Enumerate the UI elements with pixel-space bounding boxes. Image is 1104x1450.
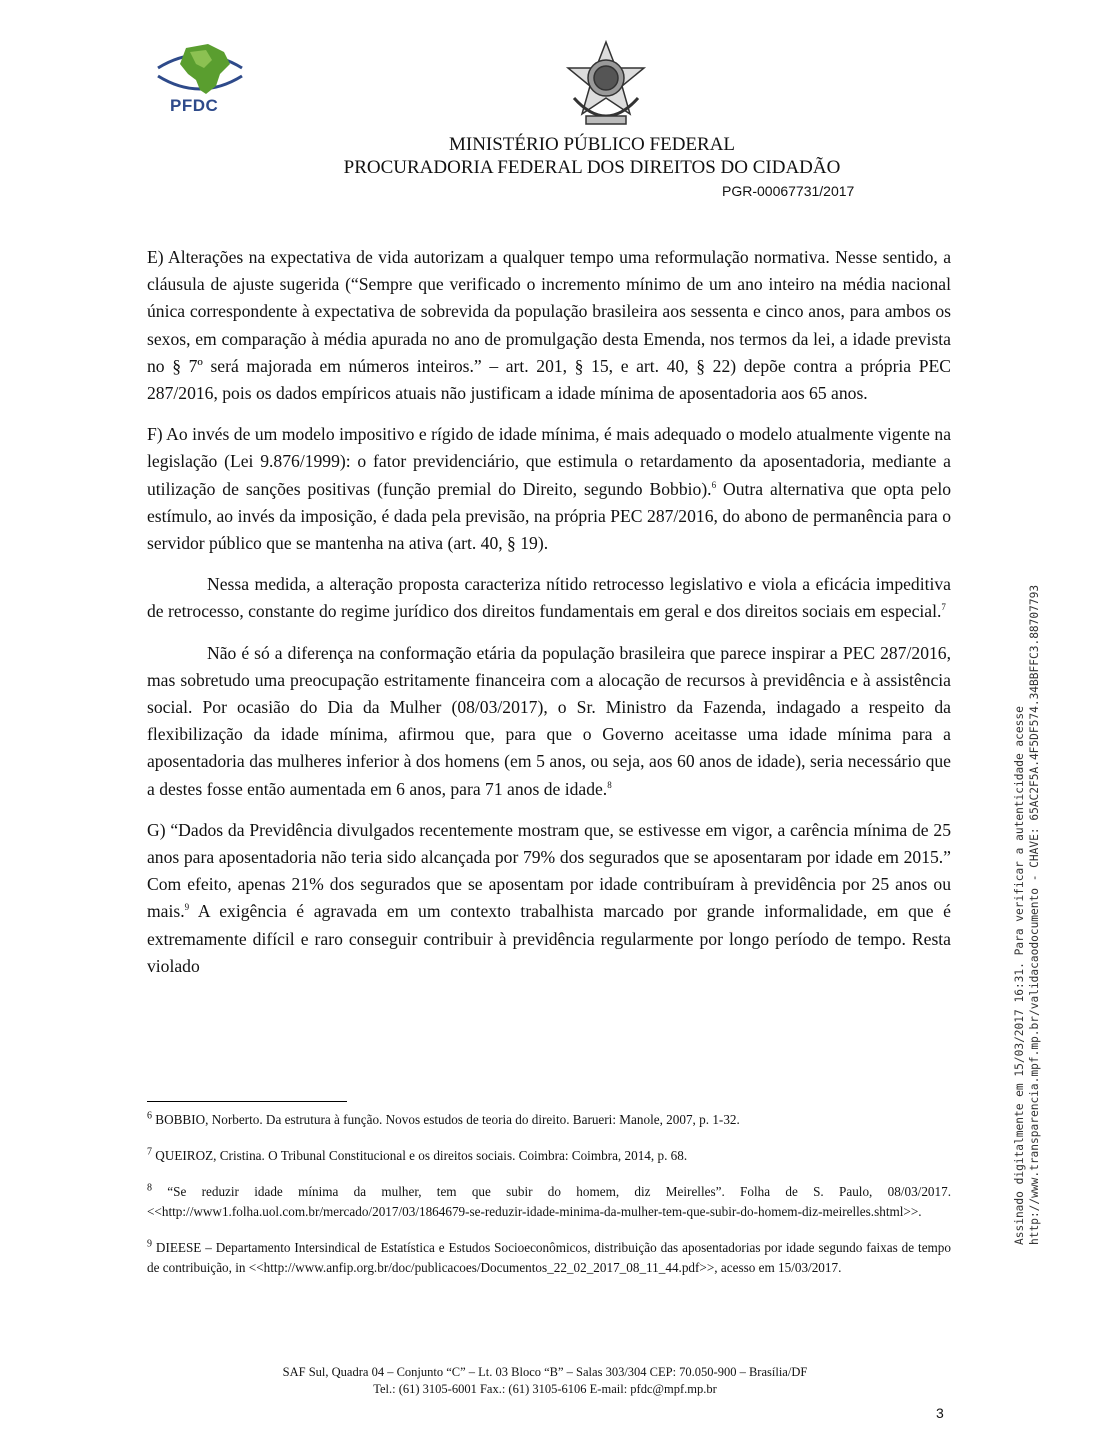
paragraph-retrocesso xyxy=(147,571,951,625)
ministry-title: MINISTÉRIO PÚBLICO FEDERAL xyxy=(448,134,736,155)
footnote-text: DIEESE – Departamento Intersindical de Estatística e Estudos Socioeconômicos, distribuição das aposentadorias por idade segundo faixas de tempo de contribuição, in <<http://www.anfip.org.br/doc/publicacoes/Documentos_22_02_2017_08_11_44.pdf>>, acesso em 15/03/2017. xyxy=(147,1240,951,1275)
footer-address: SAF Sul, Quadra 04 – Conjunto “C” – Lt. 03 Bloco “B” – Salas 303/304 CEP: 70.050-900 – Brasília/DF xyxy=(282,1365,808,1379)
paragraph-g-text: G) “Dados da Previdência divulgados recentemente mostram que, se estivesse em vigor, a carência mínima de 25 anos para aposentadoria não teria sido alcançada por 79% dos segurados que se aposentaram por idade em 2015.” Com efeito, apenas 21% dos segurados que se aposentam por idade contribuíram à previdência por 25 anos ou mais. xyxy=(147,819,951,922)
footnote-text: BOBBIO, Norberto. Da estrutura à função. Novos estudos de teoria do direito. Barueri: Manole, 2007, p. 1-32. xyxy=(152,1112,740,1127)
footnote-6 xyxy=(147,1110,951,1130)
footnote-ref-8[interactable]: 8 xyxy=(607,779,612,790)
document-id: PGR-00067731/2017 xyxy=(722,183,855,199)
footnote-text: “Se reduzir idade mínima da mulher, tem que subir do homem, diz Meirelles”. Folha de S. Paulo, 08/03/2017. <<http://www1.folha.uol.com.br/mercado/2017/03/1864679-se-reduzir-idade-minima-da-mulher-tem-que-subir-do-homem-diz-meirelles.shtml>>. xyxy=(147,1184,951,1219)
footer-contact: Tel.: (61) 3105-6001 Fax.: (61) 3105-6106 E-mail: pfdc@mpf.mp.br xyxy=(373,1382,717,1396)
brazil-coat-of-arms-icon xyxy=(556,38,656,132)
paragraph-e-text: E) Alterações na expectativa de vida autorizam a qualquer tempo uma reformulação normativa. Nesse sentido, a cláusula de ajuste sugerida (“Sempre que verificado o incremento mínimo de um ano inteiro na média nacional única correspondente à expectativa de sobrevida da população brasileira aos sessenta e cinco anos, para ambos os sexos, em comparação à média apurada no ano de promulgação desta Emenda, nos termos da lei, a idade prevista no § 7º será majorada em números inteiros.” – art. 201, § 15, e art. 40, § 22) depõe contra a própria PEC 287/2016, pois os dados empíricos atuais não justificam a idade mínima de aposentadoria aos 65 anos. xyxy=(147,247,951,404)
footnote-8 xyxy=(147,1182,951,1222)
paragraph-f-text: F) Ao invés de um modelo impositivo e rígido de idade mínima, é mais adequado o modelo atualmente vigente na legislação (Lei 9.876/1999): o fator previdenciário, que estimula o retardamento da aposentadoria, mediante a utilização de sanções positivas (função premial do Direito, segundo Bobbio). xyxy=(147,424,951,499)
footnote-number: 8 xyxy=(147,1182,152,1194)
document-body xyxy=(147,244,951,994)
footnote-number: 9 xyxy=(147,1238,152,1250)
paragraph-f-text-2: Outra alternativa que opta pelo estímulo, ao invés da imposição, é dada pela previsão, na própria PEC 287/2016, do abono de permanência para o servidor público que se mantenha na ativa (art. 40, § 19). xyxy=(147,478,952,554)
digital-signature-stamp xyxy=(1012,425,1042,1245)
footnote-9 xyxy=(147,1238,951,1278)
procuradoria-title: PROCURADORIA FEDERAL DOS DIREITOS DO CIDADÃO xyxy=(343,157,841,178)
footnote-divider xyxy=(147,1101,347,1102)
footnote-7 xyxy=(147,1146,951,1166)
paragraph-retrocesso-text: Nessa medida, a alteração proposta caracteriza nítido retrocesso legislativo e viola a eficácia impeditiva de retrocesso, constante do regime jurídico dos direitos fundamentais em geral e dos direitos sociais em especial. xyxy=(147,574,951,622)
footnote-ref-6[interactable]: 6 xyxy=(711,479,717,490)
footnote-text: QUEIROZ, Cristina. O Tribunal Constitucional e os direitos sociais. Coimbra: Coimbra, 2014, p. 68. xyxy=(152,1148,688,1163)
signature-line-1: Assinado digitalmente em 15/03/2017 16:31. Para verificar a autenticidade acesse xyxy=(1013,706,1026,1245)
footnote-number: 6 xyxy=(147,1110,152,1122)
page-number: 3 xyxy=(936,1405,944,1421)
paragraph-ministro-text: Não é só a diferença na conformação etária da população brasileira que parece inspirar a PEC 287/2016, mas sobretudo uma preocupação estritamente financeira com a alocação de recursos à previdência e à assistência social. Por ocasião do Dia da Mulher (08/03/2017), o Sr. Ministro da Fazenda, indagado a respeito da flexibilização da idade mínima, afirmou que, para que o Governo aceitasse uma idade mínima para a aposentadoria das mulheres inferior à dos homens (em 5 anos, ou seja, aos 60 anos de idade), seria necessário que a destes fosse então aumentada em 6 anos, para 71 anos de idade. xyxy=(147,642,951,799)
paragraph-f xyxy=(147,421,951,557)
paragraph-g-text-2: A exigência é agravada em um contexto trabalhista marcado por grande informalidade, em que é extremamente difícil e raro conseguir contribuir à previdência regularmente por longo período de tempo. Resta violado xyxy=(147,901,951,976)
paragraph-g xyxy=(147,817,951,980)
pfdc-logo-text: PFDC xyxy=(170,96,219,115)
signature-line-2[interactable]: http://www.transparencia.mpf.mp.br/validacaodocumento - CHAVE: 65AC2F5A.4F5DF574.34BBFFC3.88707793 xyxy=(1028,584,1041,1245)
footnote-number: 7 xyxy=(147,1146,152,1158)
paragraph-ministro xyxy=(147,640,951,803)
footnotes xyxy=(147,1110,951,1294)
footnote-ref-9[interactable]: 9 xyxy=(184,902,190,913)
footnote-ref-7[interactable]: 7 xyxy=(941,602,946,613)
paragraph-e xyxy=(147,244,951,407)
